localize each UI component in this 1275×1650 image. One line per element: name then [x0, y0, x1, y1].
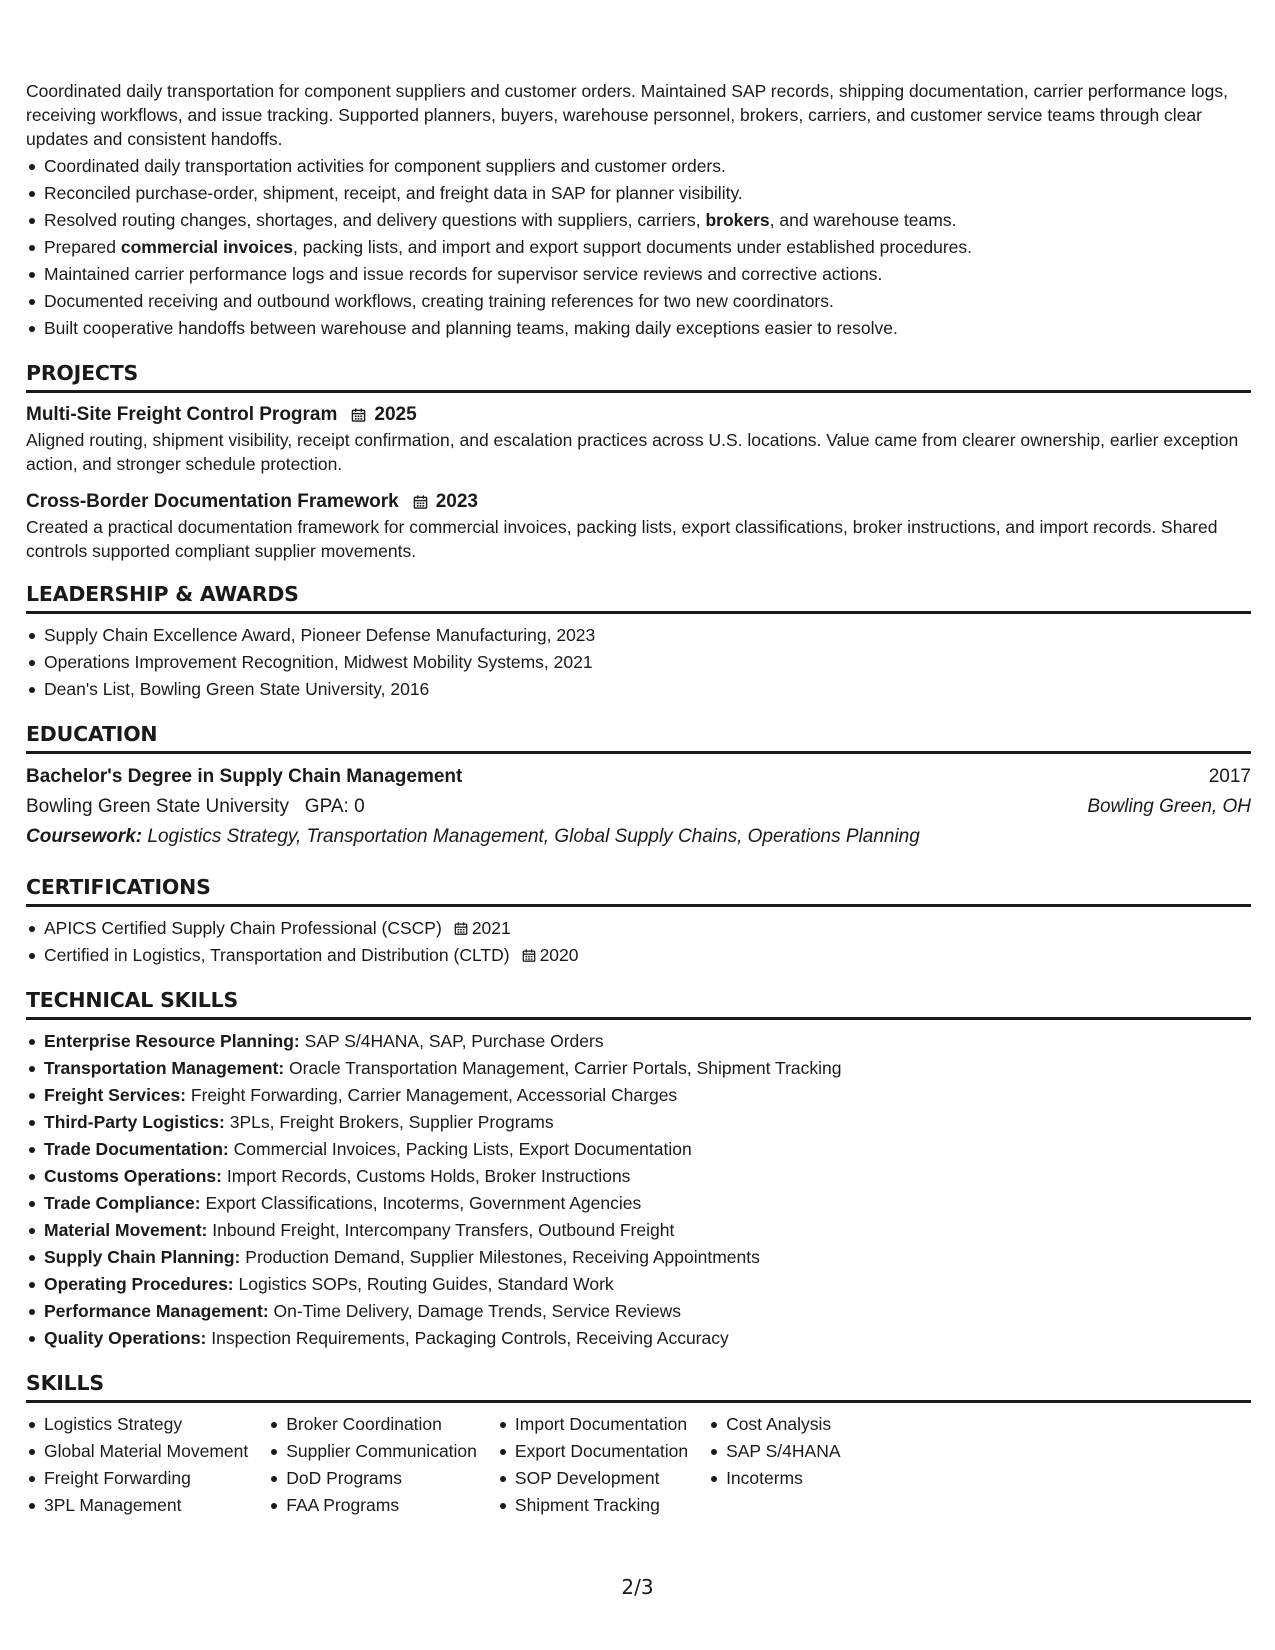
skill-name: Logistics Strategy	[44, 1414, 183, 1434]
bullet-text: Maintained carrier performance logs and issue records for supervisor service reviews and corrective actions.	[44, 264, 883, 284]
skill-values: Inspection Requirements, Packaging Controls, Receiving Accuracy	[211, 1328, 729, 1348]
skill-category: Third-Party Logistics:	[44, 1112, 225, 1132]
skill-item	[708, 1465, 840, 1492]
skill-values: Oracle Transportation Management, Carrier Portals, Shipment Tracking	[289, 1058, 842, 1078]
technical-skill-item	[26, 1298, 1251, 1325]
technical-skill-item	[26, 1136, 1251, 1163]
skill-item	[708, 1411, 840, 1438]
skill-item	[708, 1438, 840, 1465]
skills-column	[708, 1411, 840, 1519]
skill-name: Incoterms	[726, 1468, 803, 1488]
award-text: Dean's List, Bowling Green State University, 2016	[44, 679, 430, 699]
experience-bullet	[26, 153, 1251, 180]
bullet-text: Reconciled purchase-order, shipment, receipt, and freight data in SAP for planner visibility.	[44, 183, 743, 203]
skills-column	[497, 1411, 688, 1519]
award-item	[26, 676, 1251, 703]
skills-heading: SKILLS	[26, 1370, 1251, 1403]
skill-values: Commercial Invoices, Packing Lists, Export Documentation	[233, 1139, 692, 1159]
skill-item	[497, 1438, 688, 1465]
technical-skill-item	[26, 1271, 1251, 1298]
bullet-text: Prepared	[44, 237, 121, 257]
calendar-icon	[351, 407, 366, 423]
technical-skill-item	[26, 1325, 1251, 1352]
skill-category: Customs Operations:	[44, 1166, 222, 1186]
skill-category: Enterprise Resource Planning:	[44, 1031, 300, 1051]
skill-name: 3PL Management	[44, 1495, 182, 1515]
experience-bullet	[26, 261, 1251, 288]
skill-item	[268, 1492, 477, 1519]
skills-grid	[26, 1411, 1251, 1519]
graduation-year: 2017	[1208, 766, 1251, 787]
education-heading: EDUCATION	[26, 721, 1251, 754]
degree-title: Bachelor's Degree in Supply Chain Management	[26, 766, 463, 787]
skill-name: Broker Coordination	[286, 1414, 442, 1434]
skills-column	[268, 1411, 477, 1519]
bullet-text: Resolved routing changes, shortages, and delivery questions with suppliers, carriers,	[44, 210, 706, 230]
skill-name: Supplier Communication	[286, 1441, 477, 1461]
certification-name: Certified in Logistics, Transportation and Distribution (CLTD)	[44, 945, 510, 965]
school-location: Bowling Green, OH	[1087, 796, 1251, 817]
skill-item	[26, 1465, 248, 1492]
skill-values: Logistics SOPs, Routing Guides, Standard Work	[238, 1274, 614, 1294]
certification-item	[26, 915, 1251, 942]
calendar-icon	[454, 921, 468, 936]
experience-bullet	[26, 180, 1251, 207]
skill-name: Export Documentation	[514, 1441, 689, 1461]
gpa: GPA: 0	[304, 796, 365, 817]
experience-bullets	[26, 153, 1251, 342]
technical-skill-item	[26, 1190, 1251, 1217]
experience-bullet	[26, 315, 1251, 342]
skill-category: Operating Procedures:	[44, 1274, 234, 1294]
skill-item	[497, 1465, 688, 1492]
skill-category: Freight Services:	[44, 1085, 186, 1105]
skill-name: Shipment Tracking	[514, 1495, 660, 1515]
page-number: 2/3	[621, 1575, 654, 1599]
skill-name: Freight Forwarding	[44, 1468, 191, 1488]
skills-column	[26, 1411, 248, 1519]
skill-values: On-Time Delivery, Damage Trends, Service Reviews	[273, 1301, 682, 1321]
skill-category: Quality Operations:	[44, 1328, 207, 1348]
project-item	[26, 488, 1251, 563]
skill-values: Import Records, Customs Holds, Broker Instructions	[226, 1166, 631, 1186]
bullet-text: , packing lists, and import and export support documents under established procedures.	[293, 237, 973, 257]
experience-bullet	[26, 207, 1251, 234]
skill-category: Performance Management:	[44, 1301, 269, 1321]
calendar-icon	[522, 948, 536, 963]
leadership-list	[26, 622, 1251, 703]
award-item	[26, 649, 1251, 676]
certification-year: 2021	[471, 918, 511, 938]
experience-summary: Coordinated daily transportation for component suppliers and customer orders. Maintained SAP records, shipping documentation, carrier performance logs, receiving workflows, and issue tracking. Supported planners, buyers, warehouse personnel, brokers, carriers, and customer service teams through clear updates and consistent handoffs.	[26, 81, 1228, 149]
technical-skill-item	[26, 1082, 1251, 1109]
project-description: Created a practical documentation framework for commercial invoices, packing lists, export classifications, broker instructions, and import records. Shared controls supported compliant supplier movements.	[26, 517, 1218, 561]
technical-skill-item	[26, 1055, 1251, 1082]
bullet-text: Built cooperative handoffs between warehouse and planning teams, making daily exceptions easier to resolve.	[44, 318, 898, 338]
project-title: Cross-Border Documentation Framework	[26, 491, 399, 512]
projects-list	[26, 401, 1251, 563]
skill-item	[268, 1438, 477, 1465]
project-description: Aligned routing, shipment visibility, receipt confirmation, and escalation practices across U.S. locations. Value came from clearer ownership, earlier exception action, and stronger schedule protection.	[26, 430, 1239, 474]
skill-item	[497, 1492, 688, 1519]
leadership-heading: LEADERSHIP & AWARDS	[26, 581, 1251, 614]
technical-skill-item	[26, 1028, 1251, 1055]
skill-category: Transportation Management:	[44, 1058, 285, 1078]
skill-name: Import Documentation	[514, 1414, 688, 1434]
project-year: 2023	[435, 491, 478, 512]
skill-values: Export Classifications, Incoterms, Government Agencies	[205, 1193, 642, 1213]
technical-skills-list	[26, 1028, 1251, 1352]
bullet-text: Coordinated daily transportation activities for component suppliers and customer orders.	[44, 156, 726, 176]
skill-values: 3PLs, Freight Brokers, Supplier Programs	[229, 1112, 554, 1132]
bullet-emphasis: brokers	[705, 210, 770, 230]
certifications-heading: CERTIFICATIONS	[26, 874, 1251, 907]
projects-heading: PROJECTS	[26, 360, 1251, 393]
bullet-emphasis: commercial invoices	[120, 237, 294, 257]
project-title: Multi-Site Freight Control Program	[26, 404, 338, 425]
skill-category: Trade Documentation:	[44, 1139, 229, 1159]
award-text: Supply Chain Excellence Award, Pioneer Defense Manufacturing, 2023	[44, 625, 596, 645]
skill-name: Global Material Movement	[44, 1441, 249, 1461]
skill-values: Freight Forwarding, Carrier Management, Accessorial Charges	[190, 1085, 678, 1105]
certification-item	[26, 942, 1251, 969]
award-text: Operations Improvement Recognition, Midwest Mobility Systems, 2021	[44, 652, 593, 672]
experience-bullet	[26, 288, 1251, 315]
skill-name: SAP S/4HANA	[726, 1441, 841, 1461]
project-year: 2025	[374, 404, 417, 425]
skill-item	[268, 1465, 477, 1492]
technical-skill-item	[26, 1217, 1251, 1244]
skill-values: Inbound Freight, Intercompany Transfers, Outbound Freight	[212, 1220, 675, 1240]
skill-item	[268, 1411, 477, 1438]
skill-category: Supply Chain Planning:	[44, 1247, 241, 1267]
coursework-line	[26, 822, 1251, 852]
technical-skill-item	[26, 1109, 1251, 1136]
experience-bullet	[26, 234, 1251, 261]
skill-item	[26, 1438, 248, 1465]
coursework-list: Logistics Strategy, Transportation Management, Global Supply Chains, Operations Planning	[147, 826, 920, 847]
certification-name: APICS Certified Supply Chain Professional (CSCP)	[44, 918, 442, 938]
skill-name: DoD Programs	[286, 1468, 402, 1488]
skill-item	[497, 1411, 688, 1438]
coursework-label: Coursework:	[26, 826, 143, 847]
technical-skills-heading: TECHNICAL SKILLS	[26, 987, 1251, 1020]
skill-values: Production Demand, Supplier Milestones, Receiving Appointments	[245, 1247, 760, 1267]
technical-skill-item	[26, 1244, 1251, 1271]
skill-name: Cost Analysis	[726, 1414, 832, 1434]
calendar-icon	[413, 494, 428, 510]
project-item	[26, 401, 1251, 476]
skill-item	[26, 1492, 248, 1519]
bullet-text: , and warehouse teams.	[769, 210, 957, 230]
skill-category: Trade Compliance:	[44, 1193, 201, 1213]
bullet-text: Documented receiving and outbound workflows, creating training references for two new coordinators.	[44, 291, 834, 311]
skill-name: SOP Development	[514, 1468, 660, 1488]
resume-content	[26, 79, 1251, 1519]
school-name: Bowling Green State University	[26, 796, 289, 817]
technical-skill-item	[26, 1163, 1251, 1190]
skill-category: Material Movement:	[44, 1220, 208, 1240]
project-title-row	[26, 401, 1251, 428]
education-entry	[26, 762, 1251, 852]
certification-year: 2020	[539, 945, 579, 965]
certifications-list	[26, 915, 1251, 969]
skill-item	[26, 1411, 248, 1438]
award-item	[26, 622, 1251, 649]
skill-name: FAA Programs	[286, 1495, 400, 1515]
project-title-row	[26, 488, 1251, 515]
skill-values: SAP S/4HANA, SAP, Purchase Orders	[304, 1031, 604, 1051]
